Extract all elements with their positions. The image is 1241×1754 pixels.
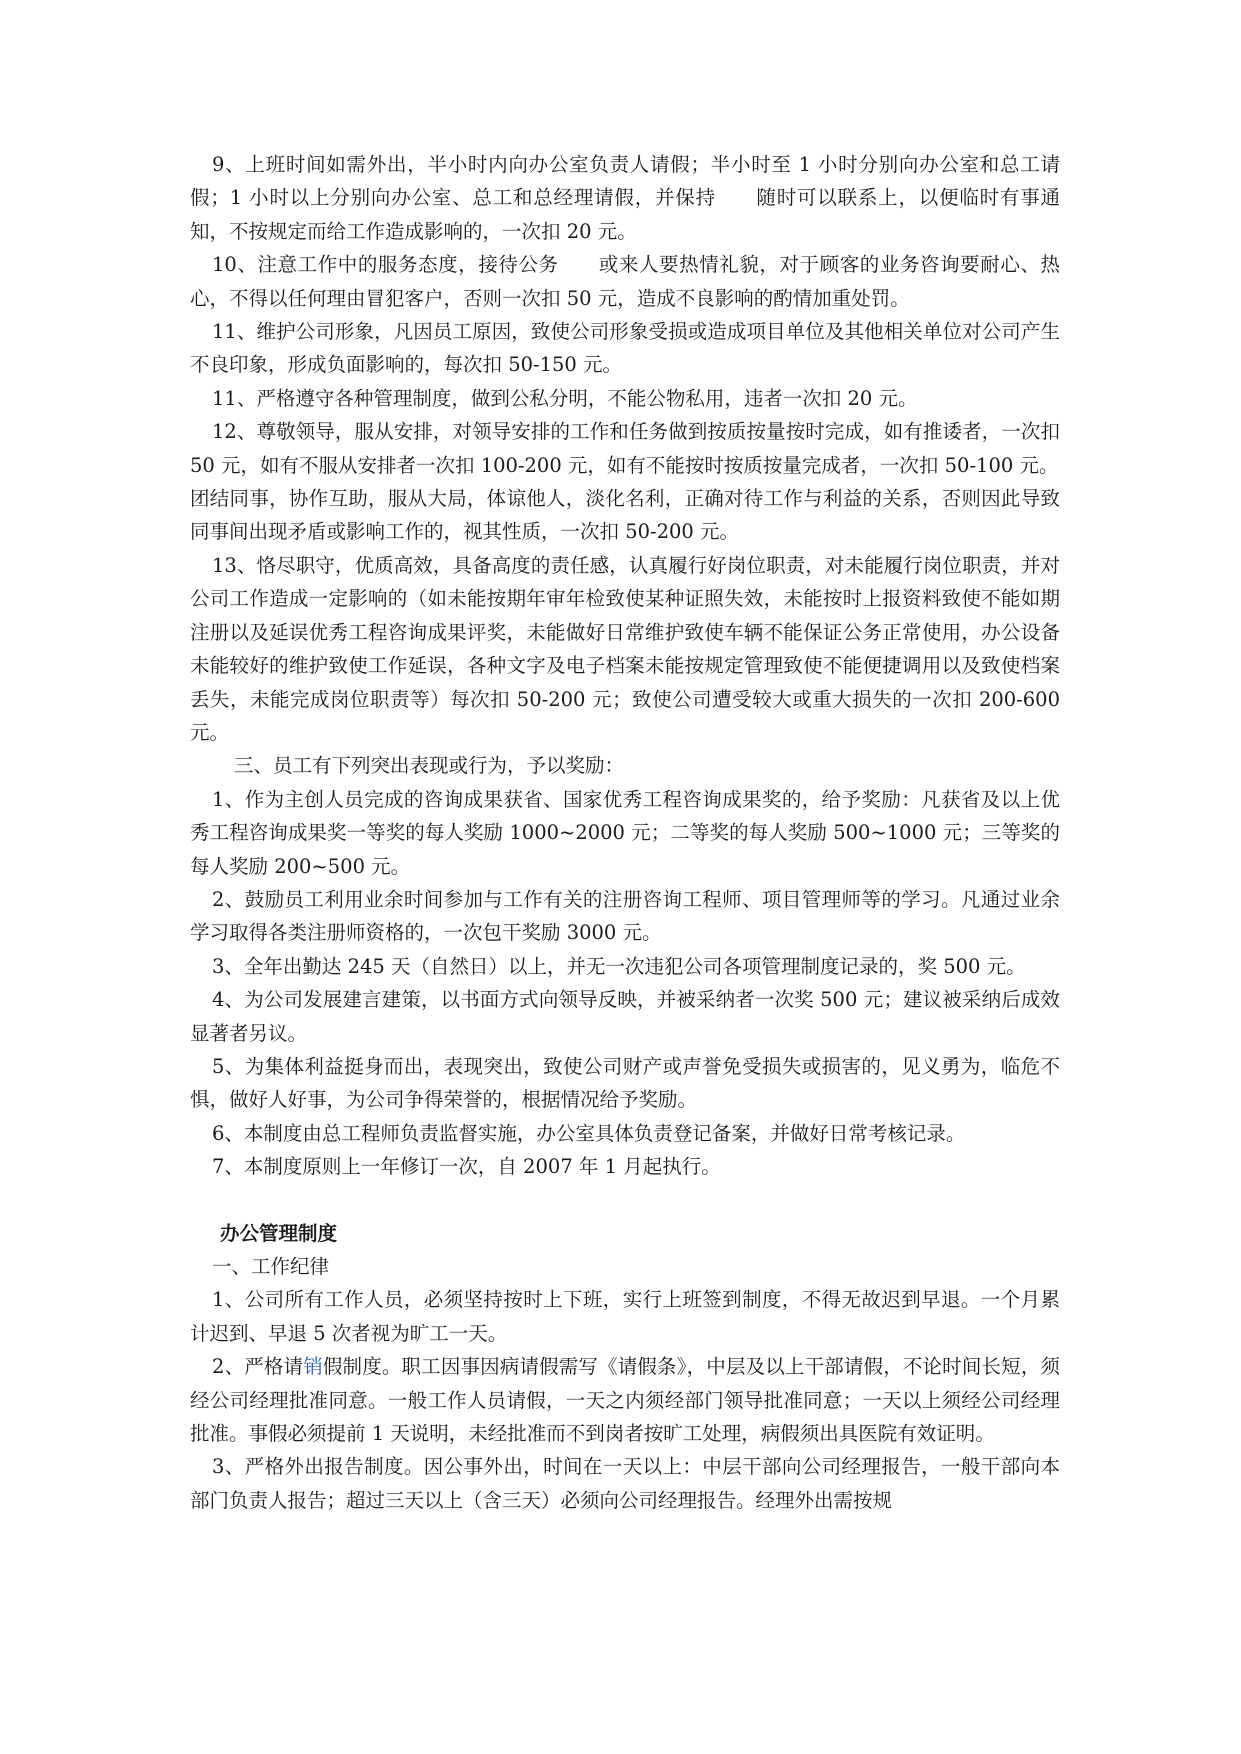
paragraph-discipline-3: 3、严格外出报告制度。因公事外出，时间在一天以上：中层干部向公司经理报告，一般干部向本部门负责人报告；超过三天以上（含三天）必须向公司经理报告。经理外出需按规 bbox=[190, 1455, 1060, 1512]
paragraph-rule-10: 10、注意工作中的服务态度，接待公务 或来人要热情礼貌，对于顾客的业务咨询要耐心、热心，不得以任何理由冒犯客户，否则一次扣 50 元，造成不良影响的酌情加重处罚。 bbox=[190, 253, 1060, 310]
document-body bbox=[190, 148, 1060, 1517]
paragraph-reward-5: 5、为集体利益挺身而出，表现突出，致使公司财产或声誉免受损失或损害的，见义勇为，临危不惧，做好人好事，为公司争得荣誉的，根据情况给予奖励。 bbox=[190, 1054, 1060, 1112]
paragraph-rule-13: 13、恪尽职守，优质高效，具备高度的责任感，认真履行好岗位职责，对未能履行岗位职责，并对公司工作造成一定影响的（如未能按期年审年检致使某种证照失效，未能按时上报资料致使不能如期注册以及延误优秀工程咨询成果评奖，未能做好日常维护致使车辆不能保证公务正常使用，办公设备未能较好的维护致使工作延误，各种文字及电子档案未能按规定管理致使不能便捷调用以及致使档案丢失，未能完成岗位职责等）每次扣 50-200 元；致使公司遭受较大或重大损失的一次扣 200-600 元。 bbox=[190, 553, 1060, 744]
paragraph-reward-2: 2、鼓励员工利用业余时间参加与工作有关的注册咨询工程师、项目管理师等的学习。凡通过业余学习取得各类注册师资格的，一次包干奖励 3000 元。 bbox=[190, 887, 1060, 945]
paragraph-reward-3: 3、全年出勤达 245 天（自然日）以上，并无一次违犯公司各项管理制度记录的，奖 500 元。 bbox=[212, 954, 1026, 978]
paragraph-reward-4: 4、为公司发展建言建策，以书面方式向领导反映，并被采纳者一次奖 500 元；建议被采纳后成效显著者另议。 bbox=[190, 988, 1060, 1045]
paragraph-reward-1: 1、作为主创人员完成的咨询成果获省、国家优秀工程咨询成果奖的，给予奖励：凡获省及以上优秀工程咨询成果奖一等奖的每人奖励 1000~2000 元；二等奖的每人奖励 500~1000 元；三等奖的每人奖励 200~500 元。 bbox=[190, 787, 1060, 878]
paragraph-rule-11a: 11、维护公司形象，凡因员工原因，致使公司形象受损或造成项目单位及其他相关单位对公司产生不良印象，形成负面影响的，每次扣 50-150 元。 bbox=[190, 320, 1060, 377]
paragraph-discipline-2 bbox=[190, 1350, 1060, 1450]
section-gap bbox=[190, 1184, 1060, 1217]
paragraph-rule-9: 9、上班时间如需外出，半小时内向办公室负责人请假；半小时至 1 小时分别向办公室和总工请假；1 小时以上分别向办公室、总工和总经理请假，并保持 随时可以联系上，以便临时有事通知，不按规定而给工作造成影响的，一次扣 20 元。 bbox=[190, 153, 1060, 243]
paragraph-reward-7: 7、本制度原则上一年修订一次，自 2007 年 1 月起执行。 bbox=[212, 1155, 721, 1179]
paragraph-teamwork: 团结同事，协作互助，服从大局，体谅他人，淡化名利，正确对待工作与利益的关系，否则因此导致同事间出现矛盾或影响工作的，视其性质，一次扣 50-200 元。 bbox=[190, 487, 1060, 544]
paragraph-reward-6: 6、本制度由总工程师负责监督实施，办公室具体负责登记备案，并做好日常考核记录。 bbox=[212, 1121, 966, 1145]
paragraph-rule-12: 12、尊敬领导，服从安排，对领导安排的工作和任务做到按质按量按时完成，如有推诿者，一次扣 50 元，如有不服从安排者一次扣 100-200 元，如有不能按时按质按量完成者，一次扣 50-100 元。 bbox=[190, 420, 1060, 477]
inline-link[interactable]: 销 bbox=[303, 1355, 323, 1379]
text-segment: 2、严格请 bbox=[212, 1355, 304, 1379]
section-heading-office-rules: 办公管理制度 bbox=[220, 1221, 338, 1245]
section-rewards-title: 三、员工有下列突出表现或行为，予以奖励： bbox=[234, 754, 625, 778]
paragraph-discipline-1: 1、公司所有工作人员，必须坚持按时上下班，实行上班签到制度，不得无故迟到早退。一个月累计迟到、早退 5 次者视为旷工一天。 bbox=[190, 1288, 1060, 1345]
paragraph-rule-11b: 11、严格遵守各种管理制度，做到公私分明，不能公物私用，违者一次扣 20 元。 bbox=[212, 386, 918, 410]
subsection-work-discipline: 一、工作纪律 bbox=[212, 1255, 330, 1278]
text-segment: 假制度。职工因事因病请假需写《请假条》，中层及以上干部请假，不论时间长短，须经公司经理批准同意。一般工作人员请假，一天之内须经部门领导批准同意；一天以上须经公司经理批准。事假必须提前 1 天说明，未经批准而不到岗者按旷工处理，病假须出具医院有效证明。 bbox=[190, 1355, 1060, 1446]
